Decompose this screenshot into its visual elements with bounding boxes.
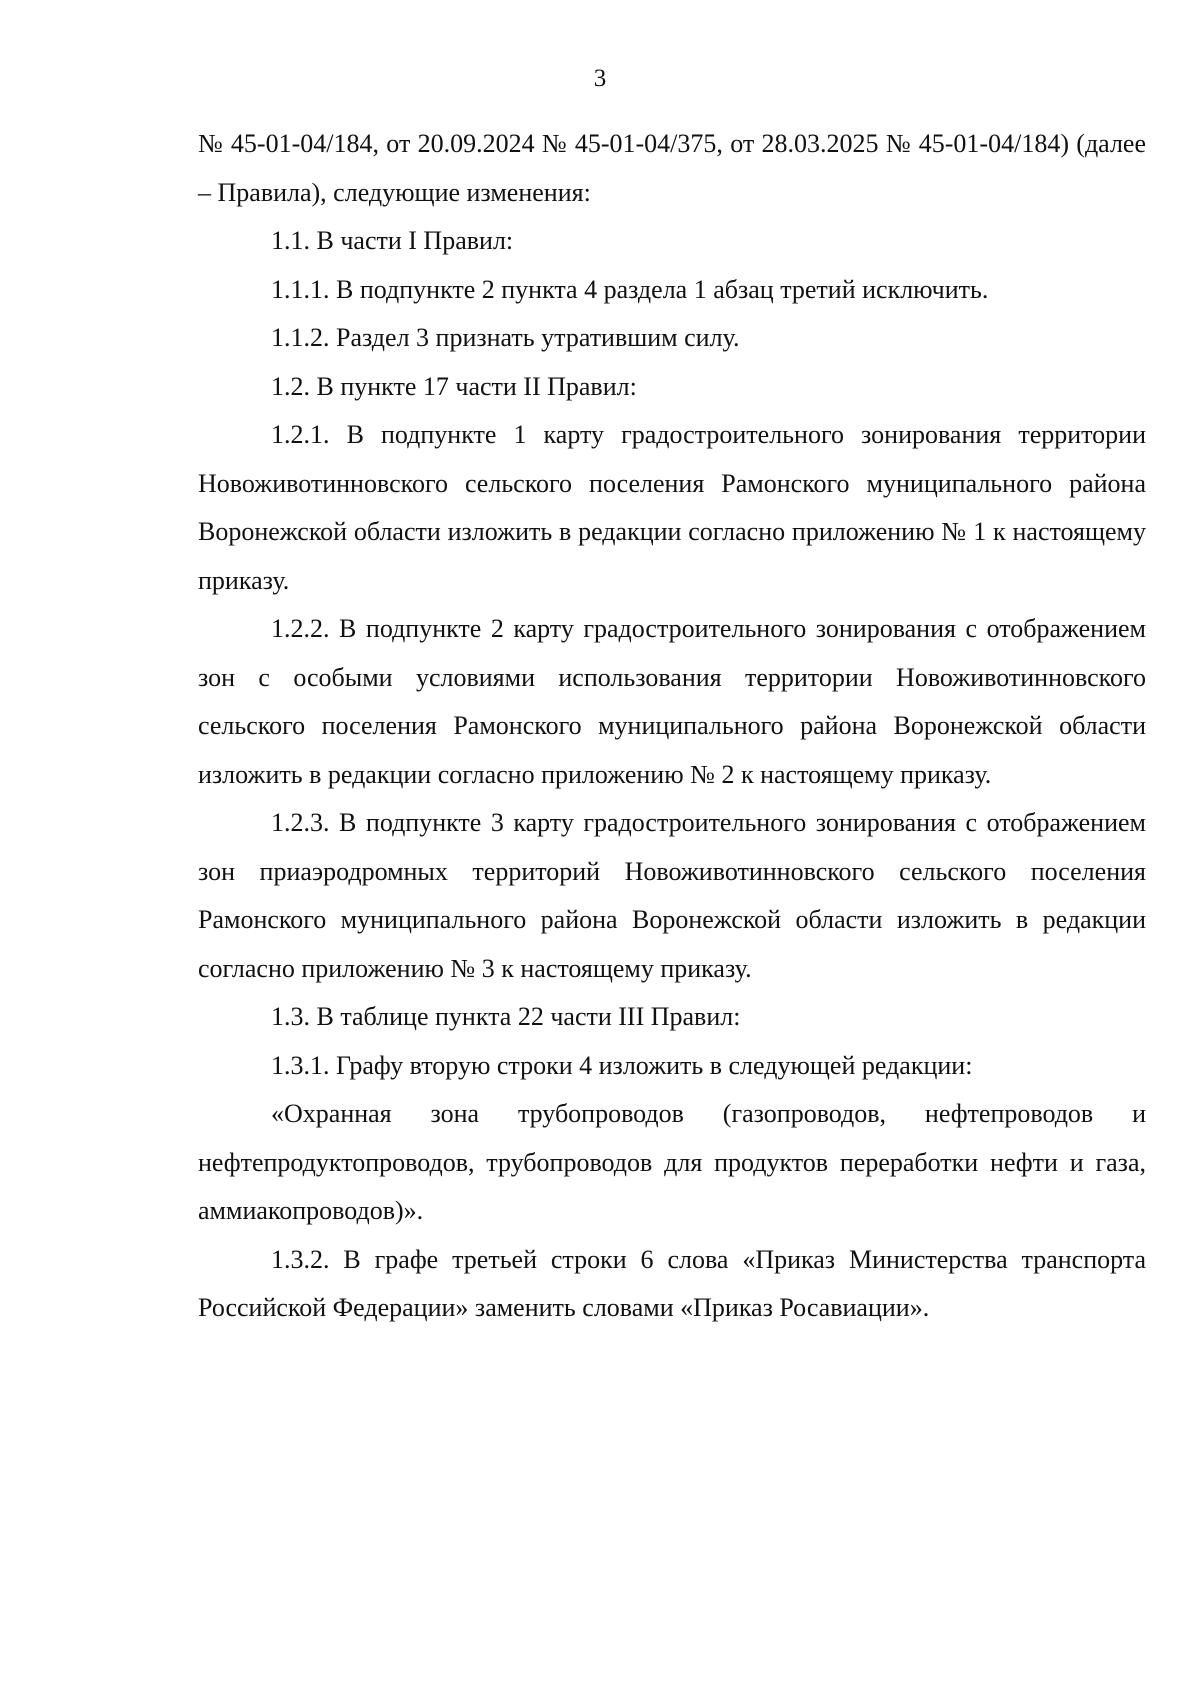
paragraph-1-1-1: 1.1.1. В подпункте 2 пункта 4 раздела 1 абзац третий исключить. — [271, 274, 989, 304]
paragraph-1-1-2: 1.1.2. Раздел 3 признать утратившим силу. — [271, 323, 740, 352]
page-number: 3 — [593, 65, 607, 92]
paragraph-intro: № 45-01-04/184, от 20.09.2024 № 45-01-04/375, от 28.03.2025 № 45-01-04/184) (далее – Правила), следующие изменения: — [198, 129, 1146, 207]
paragraph-quote: «Охранная зона трубопроводов (газопроводов, нефтепроводов и нефтепродуктопроводов, трубопроводов для продуктов переработки нефти и газа, аммиакопроводов)». — [198, 1099, 1146, 1225]
paragraph-1-2-3: 1.2.3. В подпункте 3 карту градостроительного зонирования с отображением зон приаэродромных территорий Новоживотинновского сельского поселения Рамонского муниципального района Воронежской области изложить в редакции согласно приложению № 3 к настоящему приказу. — [198, 808, 1146, 983]
paragraph-1-3-1: 1.3.1. Графу вторую строки 4 изложить в следующей редакции: — [271, 1050, 973, 1080]
paragraph-1-2: 1.2. В пункте 17 части II Правил: — [271, 371, 637, 401]
paragraph-1-3: 1.3. В таблице пункта 22 части III Правил: — [271, 1002, 741, 1031]
paragraph-1-1: 1.1. В части I Правил: — [271, 226, 514, 255]
paragraph-1-2-1: 1.2.1. В подпункте 1 карту градостроительного зонирования территории Новоживотинновского сельского поселения Рамонского муниципального района Воронежской области изложить в редакции согласно приложению № 1 к настоящему приказу. — [198, 420, 1146, 595]
paragraph-1-2-2: 1.2.2. В подпункте 2 карту градостроительного зонирования с отображением зон с особыми условиями использования территории Новоживотинновского сельского поселения Рамонского муниципального района Воронежской области изложить в редакции согласно приложению № 2 к настоящему приказу. — [198, 614, 1146, 789]
document-body — [198, 120, 1146, 1333]
paragraph-1-3-2: 1.3.2. В графе третьей строки 6 слова «Приказ Министерства транспорта Российской Федерации» заменить словами «Приказ Росавиации». — [198, 1244, 1146, 1322]
